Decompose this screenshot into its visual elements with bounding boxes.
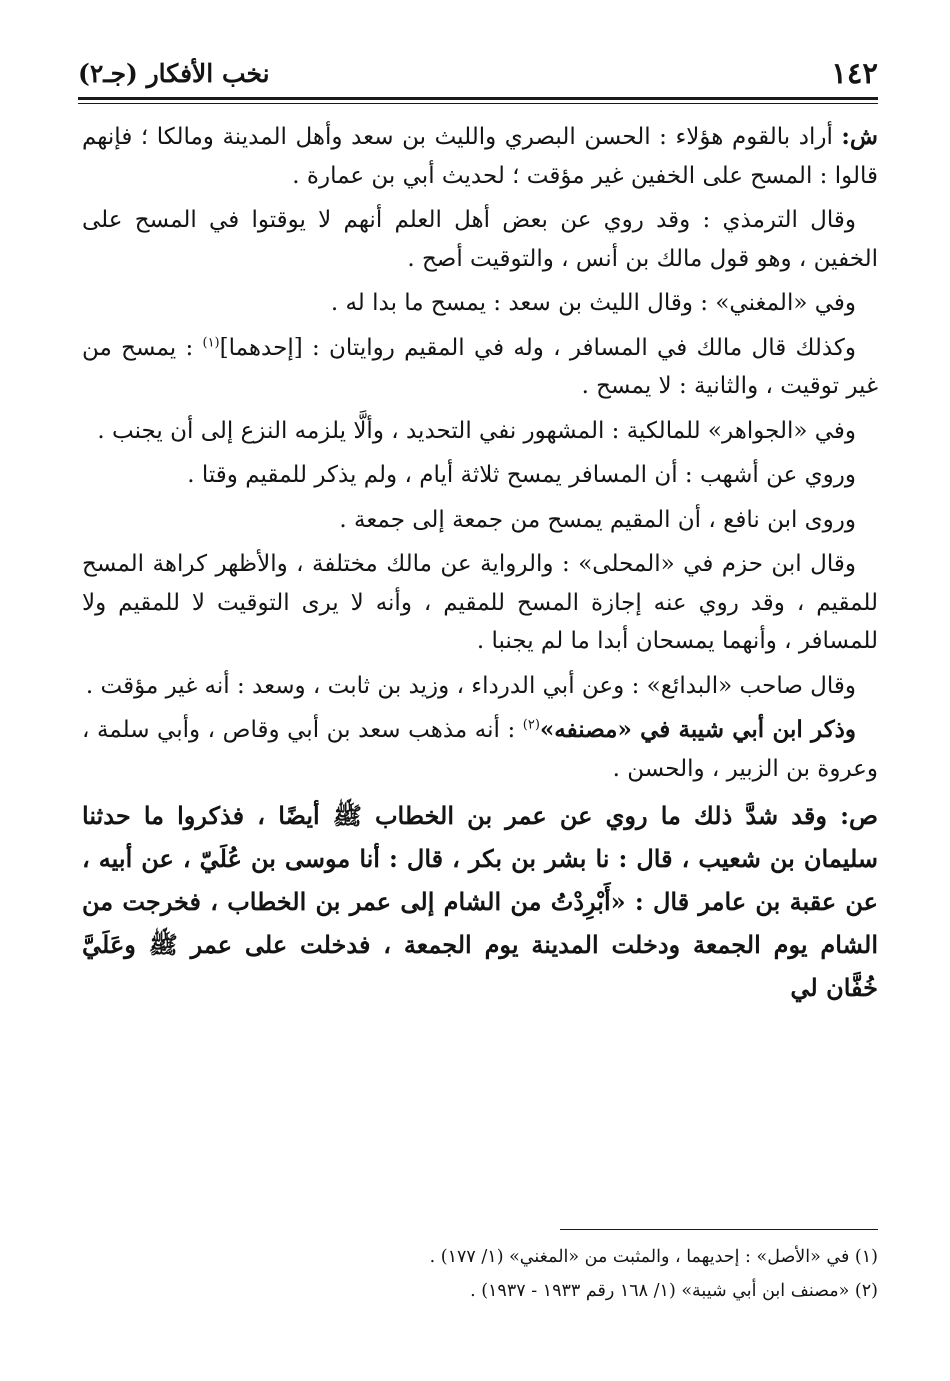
paragraph-text: وقد شدَّ ذلك ما روي عن عمر بن الخطاب ﷺ أيضًا ، فذكروا ما حدثنا سليمان بن شعيب ، قال : نا بشر بن بكر ، قال : أنا موسى بن عُلَيّ ، عن أبيه ، عن عقبة بن عامر قال : «أَبْرِدْتُ من الشام إلى عمر بن الخطاب ، فخرجت من الشام يوم الجمعة ودخلت المدينة يوم الجمعة ، فدخلت على عمر ﷺ وعَلَيَّ خُفَّان لي [82,801,878,1002]
paragraph-bold-lead: وذكر ابن أبي شيبة في «مصنفه» [539,716,856,743]
paragraph-matn [82,794,878,1009]
paragraph-text: وروي عن أشهب : أن المسافر يمسح ثلاثة أيام ، ولم يذكر للمقيم وقتا . [187,462,856,488]
running-title: نخب الأفكار (جـ٢) [78,58,270,88]
main-text [82,118,878,1015]
paragraph-text: وروى ابن نافع ، أن المقيم يمسح من جمعة إلى جمعة . [339,506,856,533]
header-rule-thick [78,97,878,100]
paragraph [82,501,878,540]
paragraph-text: : أنه مذهب سعد بن أبي وقاص ، وأبي سلمة ، وعروة بن الزبير ، والحسن . [82,717,878,782]
paragraph [82,667,878,706]
commentary-marker: ش: [841,123,878,150]
footnote-ref-2[interactable]: (٢) [522,717,540,733]
page-header [78,50,878,96]
paragraph [82,284,878,323]
paragraph [82,329,878,406]
footnotes [82,1240,878,1308]
header-rule-thin [78,103,878,104]
page-number: ١٤٢ [831,56,878,90]
paragraph-text: : يمسح من غير توقيت ، والثانية : لا يمسح . [82,334,878,399]
paragraph [82,711,878,788]
paragraph-commentary [82,118,878,195]
paragraph [82,412,878,451]
footnote-1: (١) في «الأصل» : إحديهما ، والمثبت من «المغني» (١/ ١٧٧) . [429,1247,878,1267]
matn-marker: ص: [840,801,878,830]
footnote-ref-1[interactable]: (١) [202,334,220,350]
paragraph-text: وفي «المغني» : وقال الليث بن سعد : يمسح ما بدا له . [330,290,856,316]
paragraph-text: وقال صاحب «البدائع» : وعن أبي الدرداء ، وزيد بن ثابت ، وسعد : أنه غير مؤقت . [85,672,856,699]
paragraph [82,545,878,661]
paragraph-text: وقال ابن حزم في «المحلى» : والرواية عن مالك مختلفة ، والأظهر كراهة المسح للمقيم ، وقد روي عنه إجازة المسح للمقيم ، وأنه لا يرى التوقيت لا للمقيم ولا للمسافر ، وأنهما يمسحان أبدا ما لم يجنبا . [82,551,879,654]
footnote-2: (٢) «مصنف ابن أبي شيبة» (١/ ١٦٨ رقم ١٩٣٣ - ١٩٣٧) . [470,1281,878,1301]
paragraph-text: وقال الترمذي : وقد روي عن بعض أهل العلم أنهم لا يوقتوا في المسح على الخفين ، وهو قول مالك بن أنس ، والتوقيت أصح . [82,207,878,272]
paragraph [82,456,878,495]
paragraph [82,201,878,278]
paragraph-text: أراد بالقوم هؤلاء : الحسن البصري والليث بن سعد وأهل المدينة ومالكا ؛ فإنهم قالوا : المسح على الخفين غير مؤقت ؛ لحديث أبي بن عمارة . [82,124,878,189]
paragraph-text: وكذلك قال مالك في المسافر ، وله في المقيم روايتان : [إحدهما] [219,334,856,361]
footnote-separator [560,1229,878,1230]
paragraph-text: وفي «الجواهر» للمالكية : المشهور نفي التحديد ، وألَّا يلزمه النزع إلى أن يجنب . [97,417,856,444]
